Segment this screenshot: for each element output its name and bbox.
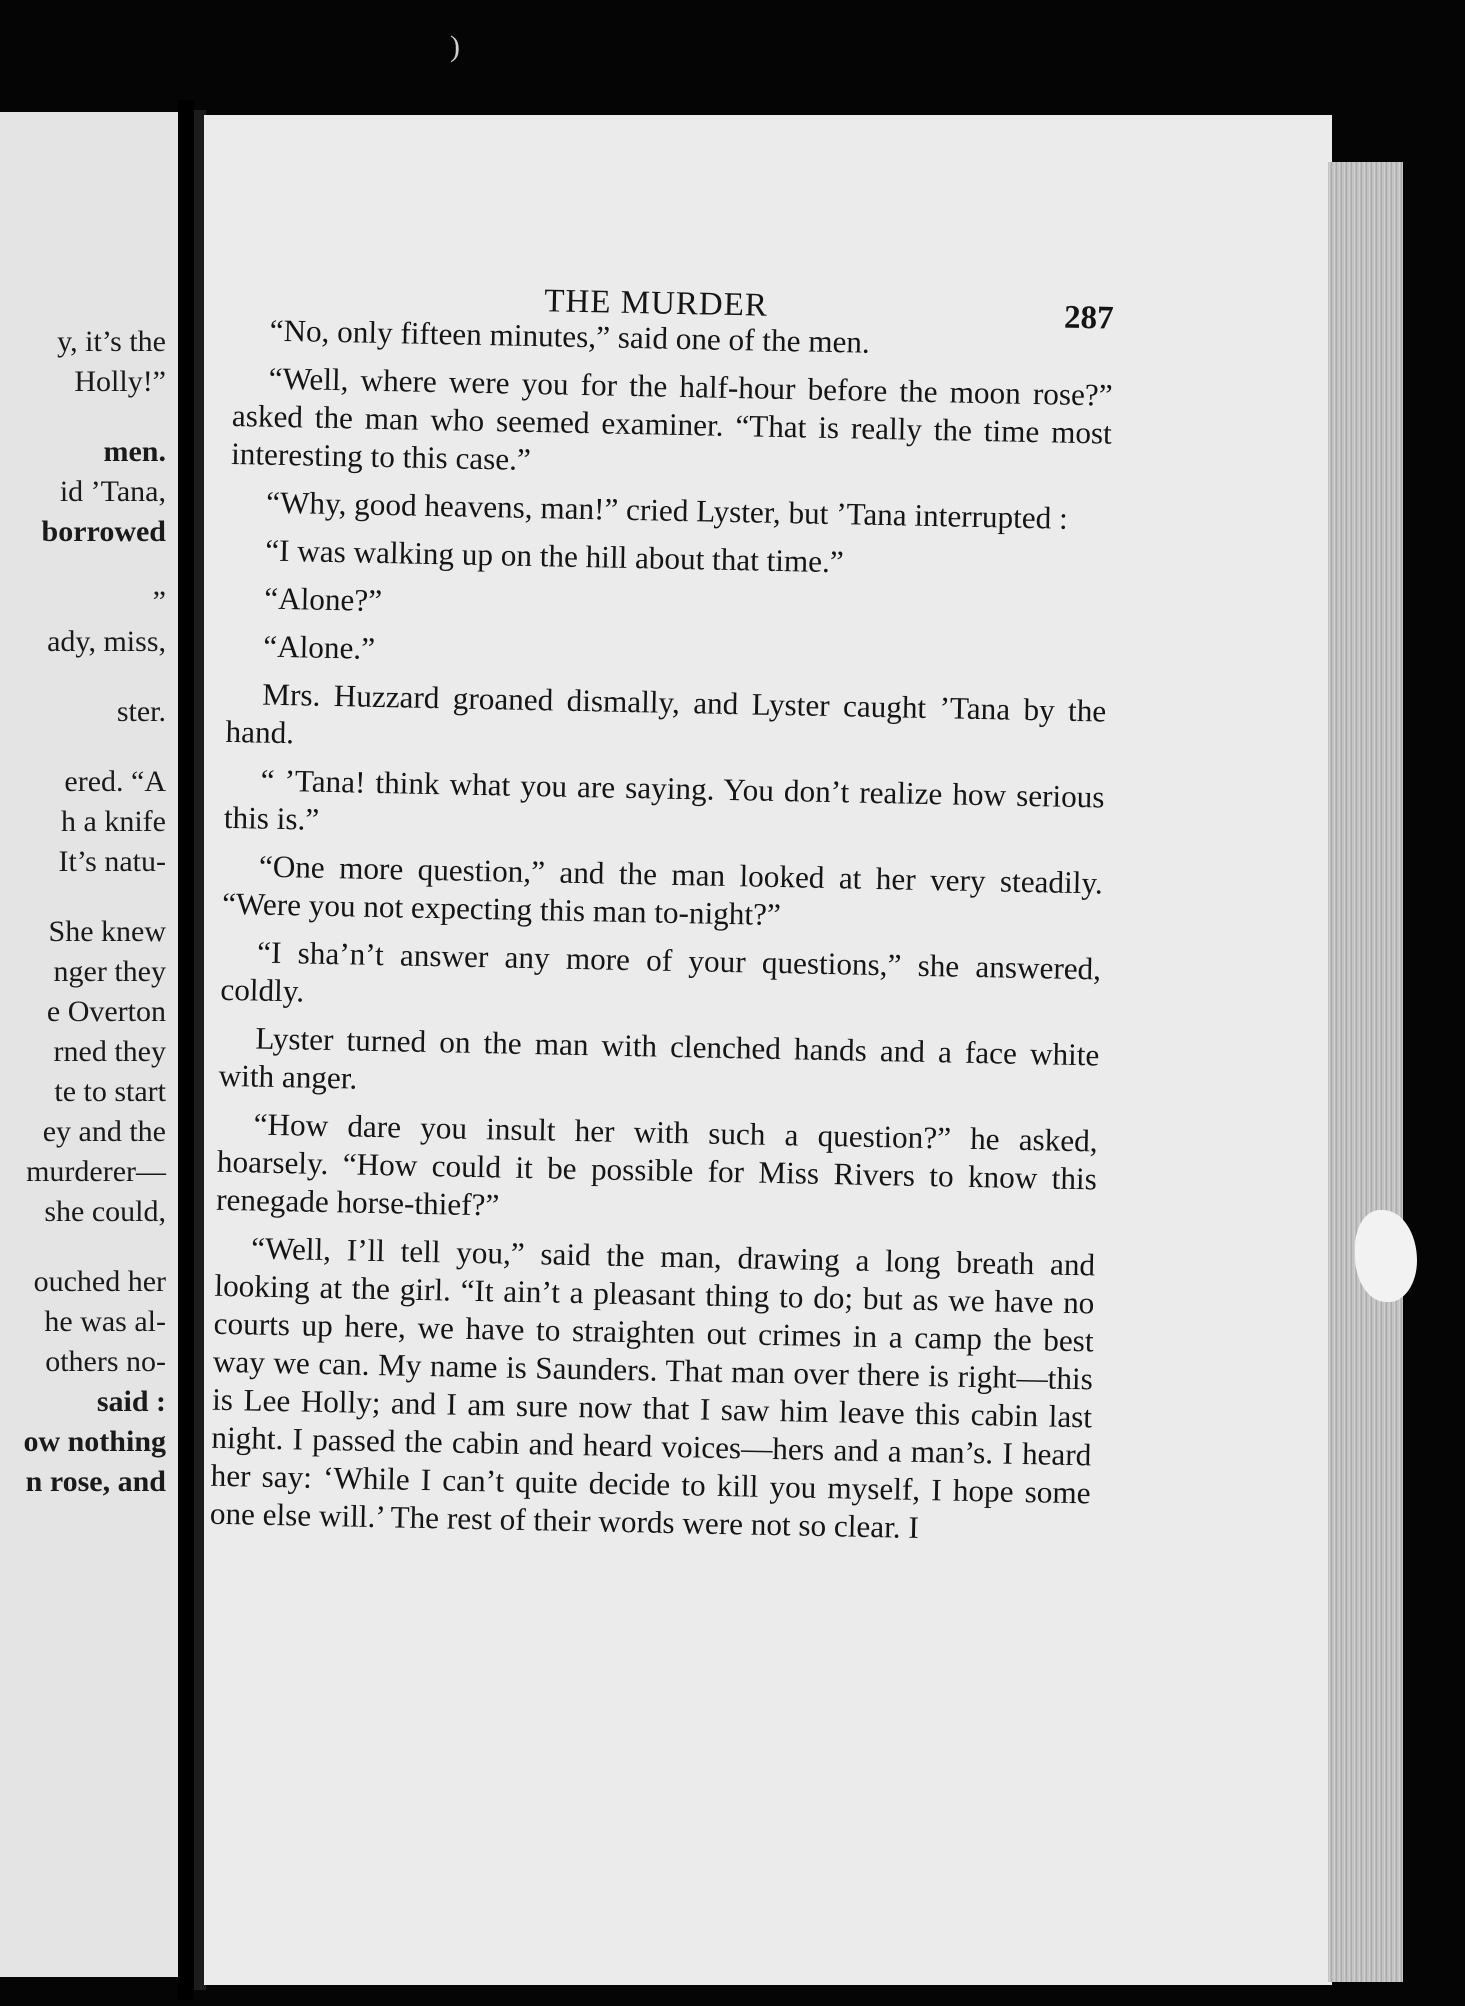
- left-page-line: [0, 662, 166, 692]
- left-page-line: [0, 882, 166, 912]
- scan-mark: ): [450, 30, 460, 63]
- running-title: THE MURDER: [543, 283, 769, 324]
- left-page-line: id ’Tana,: [59, 475, 166, 508]
- left-page-line: he was al-: [44, 1305, 166, 1338]
- left-page-line: murderer—: [26, 1155, 166, 1188]
- left-page-line: ”: [152, 585, 166, 618]
- paragraph: Lyster turned on the man with clenched hands and a face white with anger.: [218, 1020, 1100, 1096]
- paragraph: “How dare you insult her with such a question?” he asked, hoarsely. “How could it be possible for Miss Rivers to know this renegade horse-thief?”: [215, 1106, 1098, 1223]
- left-page-line: te to start: [54, 1075, 166, 1108]
- left-page-line: Holly!”: [74, 365, 166, 398]
- left-page-line: rned they: [53, 1035, 166, 1068]
- left-page-line: ered. “A: [64, 765, 166, 798]
- left-page: [0, 112, 178, 1977]
- left-page-line: borrowed: [41, 515, 166, 548]
- paragraph: “ ’Tana! think what you are saying. You don’t realize how serious this is.”: [223, 762, 1105, 837]
- left-page-line: ow nothing: [23, 1425, 166, 1458]
- paragraph: “One more question,” and the man looked at her very steadily. “Were you not expecting this man to-night?”: [221, 848, 1104, 933]
- paragraph: “Why, good heavens, man!” cried Lyster, but ’Tana interrupted :: [265, 484, 1069, 536]
- left-page-line: [0, 552, 166, 582]
- page-number: 287: [1063, 299, 1114, 337]
- left-page-line: n rose, and: [25, 1465, 166, 1498]
- paragraph: “Alone.”: [263, 628, 376, 666]
- left-page-line: ey and the: [42, 1115, 166, 1148]
- left-page-line: e Overton: [46, 995, 166, 1028]
- left-page-line: ster.: [116, 695, 166, 728]
- paragraph: “No, only fifteen minutes,” said one of the men.: [269, 312, 871, 360]
- left-page-line: men.: [103, 435, 166, 468]
- page-block-edge: [1328, 162, 1403, 1982]
- left-page-line: others no-: [45, 1345, 166, 1378]
- paragraph: “I was walking up on the hill about that time.”: [264, 532, 845, 580]
- left-page-line: She knew: [48, 915, 166, 948]
- paragraph: “I sha’n’t answer any more of your questions,” she answered, coldly.: [220, 934, 1102, 1009]
- left-page-line: ady, miss,: [47, 625, 166, 658]
- left-page-line: [0, 1232, 166, 1262]
- left-page-line: h a knife: [61, 805, 166, 838]
- left-page-line: nger they: [53, 955, 166, 988]
- paragraph: “Well, where were you for the half-hour before the moon rose?” asked the man who seemed examiner. “That is really the time most interesting to this case.”: [230, 360, 1113, 477]
- left-page-text: [0, 322, 166, 1502]
- left-page-line: ouched her: [33, 1265, 166, 1298]
- paragraph: “Alone?”: [263, 580, 383, 619]
- right-page-text: [209, 215, 1115, 1560]
- body-text: [210, 311, 1114, 1550]
- left-page-line: y, it’s the: [57, 325, 166, 358]
- left-page-line: It’s natu-: [58, 845, 166, 878]
- left-page-line: she could,: [44, 1195, 166, 1228]
- paragraph: Mrs. Huzzard groaned dismally, and Lyster caught ’Tana by the hand.: [225, 676, 1107, 751]
- paper-tear-spot: [1355, 1210, 1417, 1302]
- book-gutter: [178, 100, 194, 2000]
- left-page-line: [0, 402, 166, 432]
- paragraph: “Well, I’ll tell you,” said the man, drawing a long breath and looking at the girl. “It ain’t a pleasant thing to do; but as we have no courts up here, we have to straighten out crimes in a camp the best way we can. My name is Saunders. That man over there is right—this is Lee Holly; and I am sure now that I saw him leave this cabin last night. I passed the cabin and heard voices—hers and a man’s. I heard her say: ‘While I can’t quite decide to kill you myself, I hope some one else will.’ The rest of their words were not so clear. I: [209, 1230, 1096, 1545]
- left-page-line: [0, 732, 166, 762]
- left-page-line: said :: [96, 1385, 166, 1418]
